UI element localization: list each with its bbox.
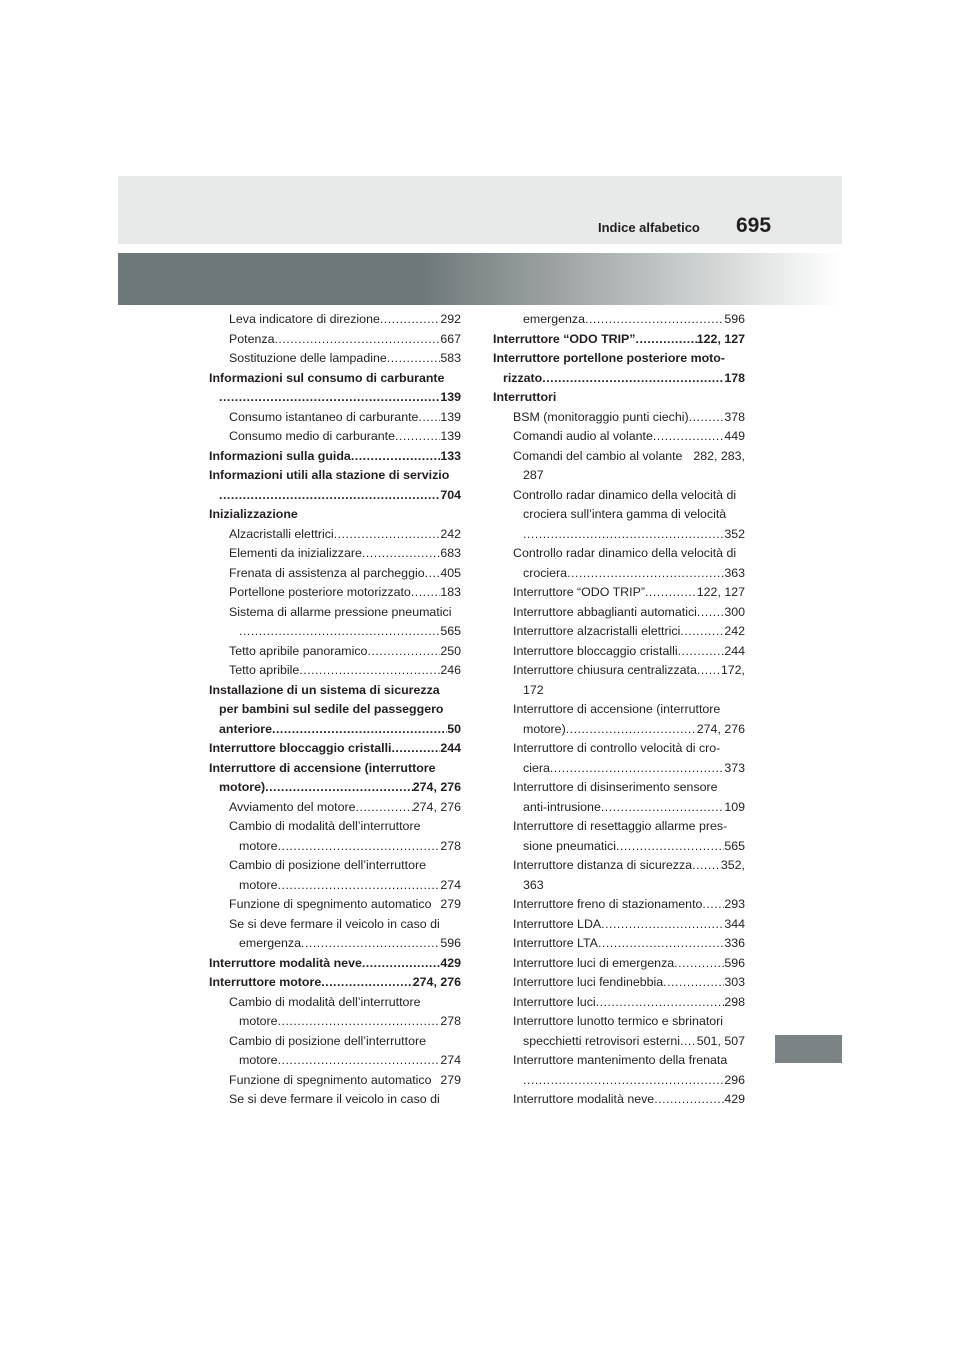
index-entry xyxy=(493,895,745,915)
page-ref[interactable]: 139 xyxy=(440,429,461,443)
page-ref[interactable]: 122, 127 xyxy=(696,585,745,599)
index-entry xyxy=(209,544,461,564)
entry-text: Avviamento del motore xyxy=(229,799,356,814)
entry-text: Interruttore LTA xyxy=(513,936,598,950)
index-entry xyxy=(209,642,461,662)
index-entry xyxy=(493,427,745,447)
page-ref[interactable]: 303 xyxy=(724,975,745,989)
index-entry xyxy=(493,681,745,701)
entry-text: Tetto apribile xyxy=(229,663,300,677)
page-ref[interactable]: 405 xyxy=(440,565,461,580)
dot-leader xyxy=(418,408,440,428)
index-entry xyxy=(209,954,461,974)
dot-leader xyxy=(567,564,724,584)
entry-text: Interruttore modalità neve xyxy=(513,1092,655,1106)
dot-leader xyxy=(697,603,724,623)
dot-leader xyxy=(278,837,441,857)
index-entry xyxy=(209,856,461,876)
index-entry xyxy=(209,798,461,818)
dot-leader xyxy=(680,622,724,642)
index-entry xyxy=(209,369,461,389)
page-ref[interactable]: 279 xyxy=(440,1072,461,1087)
entry-text: Cambio di posizione dell’interruttore xyxy=(229,858,426,872)
entry-text: emergenza xyxy=(239,936,301,950)
index-entry xyxy=(493,330,745,350)
page-ref[interactable]: 449 xyxy=(724,429,745,443)
dot-leader xyxy=(278,1051,441,1071)
entry-text: Interruttore portellone posteriore moto- xyxy=(493,351,725,365)
index-entry xyxy=(493,447,745,467)
index-entry xyxy=(209,700,461,720)
dot-leader xyxy=(680,1032,697,1052)
index-entry xyxy=(209,993,461,1013)
dot-leader xyxy=(265,778,413,798)
page-ref[interactable]: 667 xyxy=(440,331,461,346)
index-entry xyxy=(209,583,461,603)
entry-text: ciera xyxy=(523,760,550,775)
dot-leader xyxy=(219,486,440,506)
entry-text: Funzione di spegnimento automatico xyxy=(229,897,432,911)
page-ref[interactable]: 133 xyxy=(440,448,461,463)
entry-text: Interruttore bloccaggio cristalli xyxy=(513,643,678,658)
index-entry xyxy=(209,408,461,428)
index-entry xyxy=(209,934,461,954)
index-entry xyxy=(493,1032,745,1052)
entry-text: motore xyxy=(239,1053,278,1067)
entry-text: Interruttore bloccaggio cristalli xyxy=(209,741,392,755)
dot-leader xyxy=(425,564,441,584)
index-entry xyxy=(493,759,745,779)
entry-text: Interruttore mantenimento della frenata xyxy=(513,1053,728,1067)
index-entry xyxy=(493,388,745,408)
dot-leader xyxy=(601,915,724,935)
entry-text: Frenata di assistenza al parcheggio xyxy=(229,565,425,580)
entry-text: specchietti retrovisori esterni xyxy=(523,1033,681,1048)
index-entry xyxy=(493,310,745,330)
dot-leader xyxy=(678,642,725,662)
dot-leader xyxy=(663,973,724,993)
index-entry xyxy=(209,1012,461,1032)
index-entry xyxy=(209,505,461,525)
page-ref[interactable]: 429 xyxy=(440,955,461,970)
page-ref[interactable]: 242 xyxy=(724,624,745,638)
dot-leader xyxy=(636,330,697,350)
page-ref[interactable]: 139 xyxy=(440,409,461,424)
page-ref[interactable]: 344 xyxy=(724,916,745,931)
dot-leader xyxy=(692,856,721,876)
dot-leader xyxy=(411,583,440,603)
index-entry xyxy=(209,1032,461,1052)
dot-leader xyxy=(380,310,440,330)
dot-leader xyxy=(616,837,724,857)
index-entry xyxy=(493,915,745,935)
index-entry xyxy=(209,349,461,369)
index-entry xyxy=(493,642,745,662)
page-ref[interactable]: 298 xyxy=(724,994,745,1009)
entry-text: Consumo medio di carburante xyxy=(229,429,395,443)
page-ref[interactable]: 246 xyxy=(440,663,461,677)
index-entry xyxy=(493,700,745,720)
entry-text: 287 xyxy=(523,468,544,482)
page-ref[interactable]: 139 xyxy=(440,390,461,404)
page-ref[interactable]: 274, 276 xyxy=(696,721,745,736)
index-entry xyxy=(209,466,461,486)
entry-text: Interruttore di disinserimento sensore xyxy=(513,780,718,794)
dot-leader xyxy=(585,310,724,330)
index-column-left xyxy=(209,310,461,1110)
index-entry xyxy=(493,505,745,525)
dot-leader xyxy=(278,876,441,896)
index-entry xyxy=(209,427,461,447)
index-entry xyxy=(493,466,745,486)
index-entry xyxy=(209,1071,461,1091)
index-entry xyxy=(493,934,745,954)
dot-leader xyxy=(274,330,440,350)
page-ref[interactable]: 172, xyxy=(720,663,745,677)
entry-text: Funzione di spegnimento automatico xyxy=(229,1072,432,1087)
index-entry xyxy=(209,915,461,935)
dot-leader xyxy=(654,1090,724,1110)
index-entry xyxy=(493,1090,745,1110)
index-entry xyxy=(209,525,461,545)
page-ref[interactable]: 683 xyxy=(440,546,461,560)
entry-text: Interruttore distanza di sicurezza xyxy=(513,858,693,872)
dot-leader xyxy=(219,388,440,408)
entry-text: Interruttore “ODO TRIP” xyxy=(513,585,645,599)
index-entry xyxy=(493,408,745,428)
entry-text: Controllo radar dinamico della velocità di xyxy=(513,546,737,560)
dot-leader xyxy=(689,408,725,428)
dot-leader xyxy=(299,661,440,681)
index-entry xyxy=(493,817,745,837)
index-entry xyxy=(493,369,745,389)
entry-text: Interruttori xyxy=(493,390,557,404)
entry-text: Informazioni sul consumo di carburante xyxy=(209,370,445,385)
index-entry xyxy=(209,661,461,681)
index-entry xyxy=(493,720,745,740)
entry-text: Installazione di un sistema di sicurezza xyxy=(209,682,440,697)
dot-leader xyxy=(523,1071,724,1091)
dot-leader xyxy=(566,720,697,740)
index-entry xyxy=(493,837,745,857)
entry-text: Interruttore di accensione (interruttore xyxy=(513,702,721,716)
entry-text: Se si deve fermare il veicolo in caso di xyxy=(229,1092,440,1106)
entry-text: Interruttore LDA xyxy=(513,916,602,931)
index-entry xyxy=(209,817,461,837)
entry-text: Controllo radar dinamico della velocità di xyxy=(513,487,737,502)
page-ref[interactable]: 596 xyxy=(440,936,461,950)
entry-text: Sistema di allarme pressione pneumatici xyxy=(229,604,452,619)
dot-leader xyxy=(301,934,440,954)
entry-text: Interruttore di controllo velocità di cro- xyxy=(513,741,721,755)
entry-text: anti-intrusione xyxy=(523,799,601,814)
page-ref[interactable]: 244 xyxy=(440,741,461,755)
page-ref[interactable]: 50 xyxy=(447,721,461,736)
dot-leader xyxy=(351,447,440,467)
page-ref[interactable]: 279 xyxy=(440,897,461,911)
entry-text: Comandi audio al volante xyxy=(513,429,653,443)
entry-text: Portellone posteriore motorizzato xyxy=(229,585,411,599)
index-entry xyxy=(493,876,745,896)
page-ref[interactable]: 429 xyxy=(724,1092,745,1106)
entry-text: Interruttore modalità neve xyxy=(209,955,362,970)
index-entry xyxy=(493,525,745,545)
page-ref[interactable]: 274, 276 xyxy=(412,780,461,794)
dot-leader xyxy=(278,1012,441,1032)
index-entry xyxy=(493,973,745,993)
dot-leader xyxy=(702,895,724,915)
entry-text: Interruttore abbaglianti automatici xyxy=(513,604,697,619)
dot-leader xyxy=(334,525,441,545)
entry-text: Cambio di modalità dell’interruttore xyxy=(229,994,421,1009)
page-ref[interactable]: 565 xyxy=(440,624,461,638)
index-entry xyxy=(209,1090,461,1110)
entry-text: per bambini sul sedile del passeggero xyxy=(219,702,444,716)
entry-text: Informazioni utili alla stazione di servizio xyxy=(209,468,450,482)
dot-leader xyxy=(645,583,697,603)
page-ref[interactable]: 109 xyxy=(724,799,745,814)
page-ref[interactable]: 596 xyxy=(724,955,745,970)
index-entry xyxy=(493,603,745,623)
entry-text: Cambio di posizione dell’interruttore xyxy=(229,1033,426,1048)
page-ref[interactable]: 274, 276 xyxy=(412,975,461,989)
page-ref[interactable]: 282, 283, xyxy=(693,448,745,463)
dot-leader xyxy=(596,993,725,1013)
index-entry xyxy=(493,486,745,506)
page-ref[interactable]: 274, 276 xyxy=(412,799,461,814)
dot-leader xyxy=(653,427,724,447)
page-ref[interactable]: 244 xyxy=(724,643,745,658)
entry-text: Interruttore motore xyxy=(209,975,322,989)
index-entry xyxy=(493,739,745,759)
dot-leader xyxy=(523,525,724,545)
entry-text: Comandi del cambio al volante xyxy=(513,448,683,463)
page-ref[interactable]: 583 xyxy=(440,351,461,365)
dot-leader xyxy=(321,973,413,993)
page-ref[interactable]: 336 xyxy=(724,936,745,950)
entry-text: Elementi da inizializzare xyxy=(229,546,362,560)
page-ref[interactable]: 278 xyxy=(440,838,461,853)
page-ref[interactable]: 596 xyxy=(724,312,745,326)
entry-text: motore xyxy=(239,838,278,853)
index-entry xyxy=(209,778,461,798)
dot-leader xyxy=(356,798,413,818)
page-ref[interactable]: 378 xyxy=(724,409,745,424)
entry-text: Inizializzazione xyxy=(209,507,298,521)
page-ref[interactable]: 352 xyxy=(724,526,745,541)
dot-leader xyxy=(362,544,440,564)
dot-leader xyxy=(598,934,724,954)
index-entry xyxy=(493,544,745,564)
index-entry xyxy=(493,798,745,818)
dot-leader xyxy=(391,739,440,759)
index-entry xyxy=(209,973,461,993)
dot-leader xyxy=(395,427,440,447)
index-column-right xyxy=(493,310,745,1110)
index-entry xyxy=(493,778,745,798)
index-entry xyxy=(493,856,745,876)
entry-text: Consumo istantaneo di carburante xyxy=(229,409,419,424)
entry-text: anteriore xyxy=(219,721,273,736)
header-gradient-bar xyxy=(118,253,842,305)
entry-text: 363 xyxy=(523,877,544,892)
entry-text: motore xyxy=(239,877,278,892)
index-entry xyxy=(209,739,461,759)
page-ref[interactable]: 122, 127 xyxy=(696,331,745,346)
entry-text: Interruttore luci di emergenza xyxy=(513,955,675,970)
entry-text: Cambio di modalità dell’interruttore xyxy=(229,819,421,833)
entry-text: Interruttore di accensione (interruttore xyxy=(209,760,436,775)
page-ref[interactable]: 250 xyxy=(440,643,461,658)
index-entry xyxy=(209,622,461,642)
index-entry xyxy=(493,1051,745,1071)
entry-text: Interruttore chiusura centralizzata xyxy=(513,663,697,677)
entry-text: Leva indicatore di direzione xyxy=(229,312,380,326)
index-entry xyxy=(493,954,745,974)
entry-text: crociera xyxy=(523,565,568,580)
entry-text: Interruttore alzacristalli elettrici xyxy=(513,624,681,638)
index-entry xyxy=(209,895,461,915)
index-entry xyxy=(493,661,745,681)
page-ref[interactable]: 565 xyxy=(724,838,745,853)
page-ref[interactable]: 352, xyxy=(720,858,745,872)
index-entry xyxy=(209,837,461,857)
index-entry xyxy=(209,603,461,623)
index-entry xyxy=(493,564,745,584)
index-entry xyxy=(493,583,745,603)
entry-text: Interruttore freno di stazionamento xyxy=(513,897,703,911)
entry-text: crociera sull’intera gamma di velocità xyxy=(523,507,727,521)
page-ref[interactable]: 178 xyxy=(724,370,745,385)
header-band xyxy=(118,176,842,244)
entry-text: Alzacristalli elettrici xyxy=(229,526,334,541)
entry-text: BSM (monitoraggio punti ciechi) xyxy=(513,409,689,424)
entry-text: Interruttore “ODO TRIP” xyxy=(493,331,636,346)
page-ref[interactable]: 296 xyxy=(724,1072,745,1087)
dot-leader xyxy=(697,661,721,681)
page-ref[interactable]: 373 xyxy=(724,760,745,775)
page-ref[interactable]: 501, 507 xyxy=(696,1033,745,1048)
page-ref[interactable]: 704 xyxy=(440,487,461,502)
page-number: 695 xyxy=(736,214,772,237)
entry-text: 172 xyxy=(523,682,544,697)
dot-leader xyxy=(362,954,440,974)
entry-text: motore xyxy=(239,1014,278,1028)
section-title: Indice alfabetico xyxy=(598,220,700,235)
entry-text: Interruttore luci fendinebbia xyxy=(513,975,664,989)
dot-leader xyxy=(550,759,724,779)
page-ref[interactable]: 274 xyxy=(440,1053,461,1067)
entry-text: Potenza xyxy=(229,331,275,346)
index-entry xyxy=(209,876,461,896)
index-entry xyxy=(209,388,461,408)
index-entry xyxy=(209,310,461,330)
dot-leader xyxy=(367,642,440,662)
index-entry xyxy=(493,1012,745,1032)
page-ref[interactable]: 242 xyxy=(440,526,461,541)
dot-leader xyxy=(387,349,441,369)
entry-text: motore) xyxy=(219,780,266,794)
page-ref[interactable]: 274 xyxy=(440,877,461,892)
index-entry xyxy=(209,681,461,701)
entry-text: Se si deve fermare il veicolo in caso di xyxy=(229,916,440,931)
page-ref[interactable]: 300 xyxy=(724,604,745,619)
index-entry xyxy=(209,486,461,506)
index-entry xyxy=(209,759,461,779)
entry-text: Tetto apribile panoramico xyxy=(229,643,368,658)
entry-text: motore) xyxy=(523,721,566,736)
dot-leader xyxy=(542,369,724,389)
entry-text: rizzato xyxy=(503,370,543,385)
entry-text: Sostituzione delle lampadine xyxy=(229,351,387,365)
index-entry xyxy=(493,1071,745,1091)
index-entry xyxy=(209,564,461,584)
dot-leader xyxy=(272,720,447,740)
index-entry xyxy=(209,330,461,350)
index-entry xyxy=(209,1051,461,1071)
entry-text: sione pneumatici xyxy=(523,838,616,853)
page-ref[interactable]: 363 xyxy=(724,565,745,580)
index-entry xyxy=(209,720,461,740)
dot-leader xyxy=(674,954,724,974)
thumb-index-tab xyxy=(775,1035,842,1063)
page-ref[interactable]: 278 xyxy=(440,1014,461,1028)
index-entry xyxy=(209,447,461,467)
index-entry xyxy=(493,622,745,642)
index-entry xyxy=(493,993,745,1013)
entry-text: emergenza xyxy=(523,312,585,326)
page-ref[interactable]: 292 xyxy=(440,312,461,326)
entry-text: Interruttore luci xyxy=(513,994,596,1009)
dot-leader xyxy=(239,622,440,642)
page-ref[interactable]: 293 xyxy=(724,897,745,911)
entry-text: Interruttore lunotto termico e sbrinatori xyxy=(513,1014,724,1028)
page-ref[interactable]: 183 xyxy=(440,585,461,599)
entry-text: Informazioni sulla guida xyxy=(209,448,351,463)
entry-text: Interruttore di resettaggio allarme pres- xyxy=(513,819,728,833)
dot-leader xyxy=(601,798,724,818)
index-entry xyxy=(493,349,745,369)
